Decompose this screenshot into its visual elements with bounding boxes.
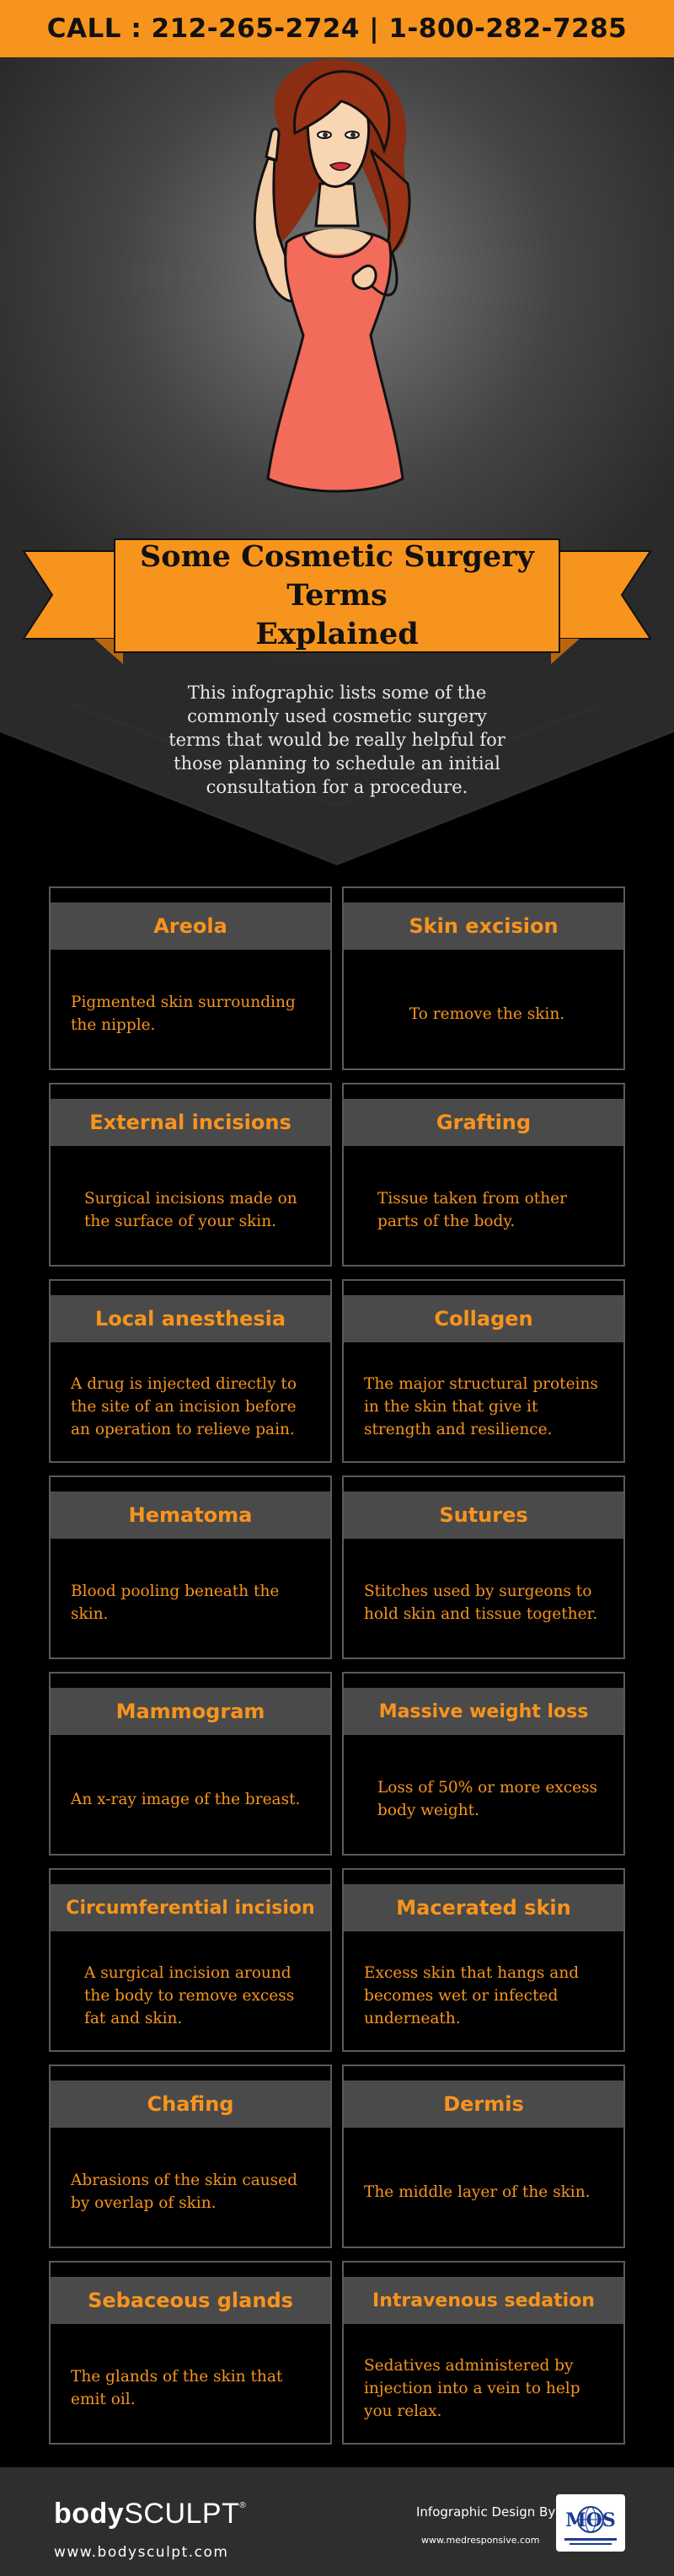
page-title-line1: Some Cosmetic Surgery Terms — [140, 539, 534, 613]
term-title: External incisions — [51, 1099, 330, 1146]
term-title: Macerated skin — [344, 1884, 623, 1931]
page-title — [115, 539, 559, 652]
design-credit-label: Infographic Design By — [416, 2504, 556, 2520]
term-card — [342, 2261, 625, 2445]
term-definition: Surgical incisions made on the surface of your skin. — [84, 1190, 297, 1230]
term-card — [342, 1475, 625, 1659]
term-definition: The middle layer of the skin. — [364, 2182, 591, 2201]
term-definition: The major structural proteins in the skin that give it strength and resilience. — [364, 1374, 598, 1438]
term-card — [342, 886, 625, 1070]
term-card — [49, 1279, 332, 1463]
term-title: Sebaceous glands — [51, 2277, 330, 2324]
term-card — [342, 1279, 625, 1463]
term-card — [49, 1868, 332, 2052]
term-title: Intravenous sedation — [344, 2277, 623, 2324]
logo-light-text: SCULPT — [124, 2498, 240, 2530]
call-bar — [0, 0, 674, 57]
term-card — [342, 1868, 625, 2052]
term-card — [49, 1672, 332, 1856]
term-title: Collagen — [344, 1295, 623, 1342]
hero-section — [0, 57, 674, 866]
term-definition: Sedatives administered by injection into a vein to help you relax. — [364, 2356, 580, 2420]
term-definition: Tissue taken from other parts of the body. — [377, 1190, 567, 1230]
term-title: Massive weight loss — [344, 1688, 623, 1735]
term-definition: Pigmented skin surrounding the nipple. — [71, 993, 296, 1034]
page-title-line2: Explained — [255, 617, 419, 651]
term-title: Local anesthesia — [51, 1295, 330, 1342]
design-credit-link[interactable]: www.medresponsive.com — [421, 2535, 540, 2546]
website-link[interactable]: www.bodysculpt.com — [54, 2544, 229, 2561]
term-definition: Blood pooling beneath the skin. — [71, 1583, 280, 1623]
term-definition: Loss of 50% or more excess body weight. — [377, 1779, 598, 1819]
term-definition: A surgical incision around the body to remove excess fat and skin. — [84, 1963, 295, 2027]
term-title: Areola — [51, 902, 330, 950]
term-title: Chafing — [51, 2081, 330, 2128]
term-card — [49, 2261, 332, 2445]
term-card — [49, 1083, 332, 1267]
call-phone-numbers[interactable]: CALL : 212-265-2724 | 1-800-282-7285 — [46, 13, 628, 44]
term-card — [49, 2065, 332, 2248]
term-title: Hematoma — [51, 1492, 330, 1539]
term-title: Grafting — [344, 1099, 623, 1146]
term-definition: The glands of the skin that emit oil. — [71, 2368, 283, 2408]
bodysculpt-logo[interactable] — [54, 2498, 246, 2530]
term-card — [49, 886, 332, 1070]
term-card — [342, 1672, 625, 1856]
term-title: Sutures — [344, 1492, 623, 1539]
term-definition: To remove the skin. — [409, 1004, 565, 1023]
term-title: Skin excision — [344, 902, 623, 950]
registered-mark: ® — [239, 2501, 247, 2510]
term-definition: A drug is injected directly to the site of an incision before an operation to relieve pain. — [71, 1374, 297, 1438]
term-definition: Stitches used by surgeons to hold skin and tissue together. — [364, 1583, 598, 1623]
term-card — [342, 2065, 625, 2248]
term-card — [342, 1083, 625, 1267]
footer — [0, 2467, 674, 2576]
mos-logo-text: MOS — [565, 2509, 616, 2531]
mos-logo-icon — [556, 2494, 625, 2552]
logo-bold-text: body — [54, 2498, 125, 2530]
woman-illustration — [254, 59, 409, 491]
term-definition: Excess skin that hangs and becomes wet or infected underneath. — [364, 1963, 580, 2027]
term-title: Dermis — [344, 2081, 623, 2128]
term-definition: An x-ray image of the breast. — [71, 1790, 301, 1808]
term-title: Mammogram — [51, 1688, 330, 1735]
intro-text: This infographic lists some of the commonly used cosmetic surgery terms that would be really helpful for those planning to schedule an initial consultation for a procedure. — [168, 683, 506, 797]
term-title: Circumferential incision — [51, 1884, 330, 1931]
term-card — [49, 1475, 332, 1659]
mos-logo[interactable] — [556, 2494, 625, 2552]
term-definition: Abrasions of the skin caused by overlap of skin. — [71, 2172, 297, 2212]
